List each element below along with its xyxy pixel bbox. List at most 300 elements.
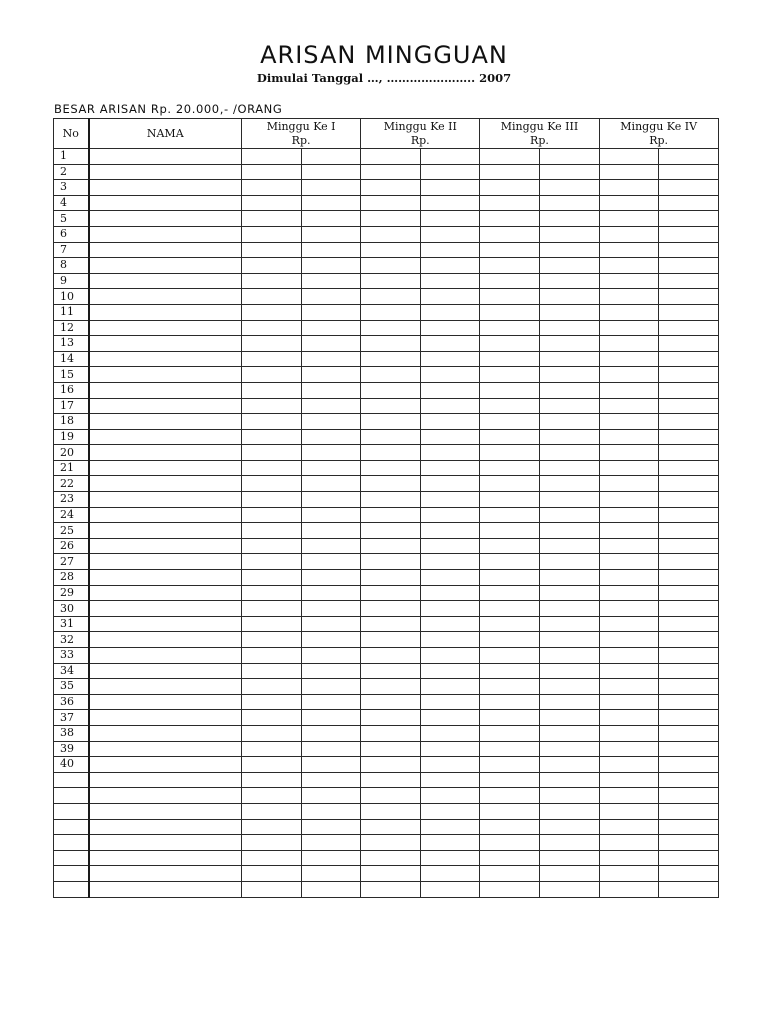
week-2-cell-2[interactable]: [420, 195, 480, 211]
week-2-cell-1[interactable]: [361, 616, 421, 632]
week-3-cell-1[interactable]: [480, 803, 540, 819]
week-3-cell-1[interactable]: [480, 320, 540, 336]
week-3-cell-1[interactable]: [480, 351, 540, 367]
week-1-cell-1[interactable]: [242, 460, 302, 476]
week-1-cell-2[interactable]: [301, 242, 361, 258]
week-4-cell-2[interactable]: [659, 195, 719, 211]
week-1-cell-1[interactable]: [242, 710, 302, 726]
week-1-cell-1[interactable]: [242, 663, 302, 679]
week-4-cell-1[interactable]: [599, 226, 659, 242]
week-3-cell-2[interactable]: [539, 772, 599, 788]
name-cell[interactable]: [89, 429, 242, 445]
week-4-cell-1[interactable]: [599, 850, 659, 866]
week-2-cell-1[interactable]: [361, 725, 421, 741]
week-3-cell-2[interactable]: [539, 601, 599, 617]
week-4-cell-2[interactable]: [659, 616, 719, 632]
week-4-cell-1[interactable]: [599, 663, 659, 679]
week-3-cell-1[interactable]: [480, 741, 540, 757]
week-1-cell-1[interactable]: [242, 772, 302, 788]
week-3-cell-2[interactable]: [539, 351, 599, 367]
week-1-cell-1[interactable]: [242, 757, 302, 773]
week-2-cell-1[interactable]: [361, 741, 421, 757]
week-1-cell-2[interactable]: [301, 616, 361, 632]
week-3-cell-2[interactable]: [539, 835, 599, 851]
week-2-cell-1[interactable]: [361, 757, 421, 773]
week-4-cell-2[interactable]: [659, 492, 719, 508]
week-3-cell-2[interactable]: [539, 382, 599, 398]
week-4-cell-2[interactable]: [659, 570, 719, 586]
week-1-cell-1[interactable]: [242, 351, 302, 367]
week-4-cell-1[interactable]: [599, 304, 659, 320]
name-cell[interactable]: [89, 757, 242, 773]
name-cell[interactable]: [89, 881, 242, 897]
week-1-cell-1[interactable]: [242, 694, 302, 710]
week-4-cell-1[interactable]: [599, 679, 659, 695]
week-2-cell-1[interactable]: [361, 850, 421, 866]
name-cell[interactable]: [89, 507, 242, 523]
week-2-cell-2[interactable]: [420, 694, 480, 710]
week-1-cell-2[interactable]: [301, 850, 361, 866]
week-3-cell-1[interactable]: [480, 336, 540, 352]
week-1-cell-2[interactable]: [301, 601, 361, 617]
week-4-cell-2[interactable]: [659, 694, 719, 710]
week-1-cell-1[interactable]: [242, 881, 302, 897]
week-3-cell-2[interactable]: [539, 757, 599, 773]
week-3-cell-1[interactable]: [480, 492, 540, 508]
name-cell[interactable]: [89, 772, 242, 788]
week-1-cell-2[interactable]: [301, 772, 361, 788]
week-4-cell-2[interactable]: [659, 258, 719, 274]
week-1-cell-2[interactable]: [301, 523, 361, 539]
week-2-cell-1[interactable]: [361, 803, 421, 819]
week-2-cell-2[interactable]: [420, 382, 480, 398]
week-3-cell-1[interactable]: [480, 710, 540, 726]
week-2-cell-2[interactable]: [420, 819, 480, 835]
week-1-cell-2[interactable]: [301, 460, 361, 476]
week-3-cell-2[interactable]: [539, 211, 599, 227]
week-3-cell-1[interactable]: [480, 570, 540, 586]
week-2-cell-2[interactable]: [420, 180, 480, 196]
week-4-cell-2[interactable]: [659, 819, 719, 835]
week-4-cell-1[interactable]: [599, 258, 659, 274]
week-4-cell-2[interactable]: [659, 304, 719, 320]
week-3-cell-2[interactable]: [539, 273, 599, 289]
week-3-cell-1[interactable]: [480, 585, 540, 601]
week-3-cell-1[interactable]: [480, 538, 540, 554]
name-cell[interactable]: [89, 585, 242, 601]
week-3-cell-1[interactable]: [480, 881, 540, 897]
week-1-cell-1[interactable]: [242, 195, 302, 211]
name-cell[interactable]: [89, 414, 242, 430]
name-cell[interactable]: [89, 211, 242, 227]
week-3-cell-1[interactable]: [480, 211, 540, 227]
week-1-cell-1[interactable]: [242, 554, 302, 570]
week-1-cell-1[interactable]: [242, 601, 302, 617]
week-3-cell-1[interactable]: [480, 258, 540, 274]
name-cell[interactable]: [89, 180, 242, 196]
week-3-cell-1[interactable]: [480, 507, 540, 523]
week-4-cell-2[interactable]: [659, 788, 719, 804]
week-1-cell-2[interactable]: [301, 835, 361, 851]
week-3-cell-1[interactable]: [480, 694, 540, 710]
week-1-cell-1[interactable]: [242, 304, 302, 320]
week-4-cell-2[interactable]: [659, 523, 719, 539]
week-4-cell-1[interactable]: [599, 788, 659, 804]
week-2-cell-1[interactable]: [361, 819, 421, 835]
week-2-cell-2[interactable]: [420, 616, 480, 632]
week-1-cell-1[interactable]: [242, 616, 302, 632]
week-2-cell-1[interactable]: [361, 507, 421, 523]
week-4-cell-1[interactable]: [599, 538, 659, 554]
week-2-cell-2[interactable]: [420, 414, 480, 430]
week-1-cell-2[interactable]: [301, 149, 361, 165]
week-3-cell-2[interactable]: [539, 242, 599, 258]
week-3-cell-2[interactable]: [539, 367, 599, 383]
week-4-cell-2[interactable]: [659, 850, 719, 866]
week-1-cell-2[interactable]: [301, 180, 361, 196]
week-4-cell-1[interactable]: [599, 445, 659, 461]
week-1-cell-1[interactable]: [242, 414, 302, 430]
week-1-cell-2[interactable]: [301, 741, 361, 757]
week-2-cell-1[interactable]: [361, 429, 421, 445]
week-4-cell-2[interactable]: [659, 242, 719, 258]
week-3-cell-2[interactable]: [539, 476, 599, 492]
name-cell[interactable]: [89, 819, 242, 835]
week-3-cell-1[interactable]: [480, 648, 540, 664]
week-1-cell-1[interactable]: [242, 211, 302, 227]
week-3-cell-2[interactable]: [539, 336, 599, 352]
week-2-cell-1[interactable]: [361, 601, 421, 617]
week-2-cell-2[interactable]: [420, 632, 480, 648]
week-2-cell-1[interactable]: [361, 523, 421, 539]
week-4-cell-2[interactable]: [659, 273, 719, 289]
week-3-cell-2[interactable]: [539, 429, 599, 445]
week-2-cell-2[interactable]: [420, 398, 480, 414]
week-3-cell-2[interactable]: [539, 289, 599, 305]
week-2-cell-2[interactable]: [420, 149, 480, 165]
week-3-cell-2[interactable]: [539, 866, 599, 882]
week-4-cell-1[interactable]: [599, 289, 659, 305]
week-3-cell-2[interactable]: [539, 507, 599, 523]
name-cell[interactable]: [89, 195, 242, 211]
week-2-cell-2[interactable]: [420, 585, 480, 601]
week-4-cell-1[interactable]: [599, 336, 659, 352]
week-4-cell-2[interactable]: [659, 226, 719, 242]
week-3-cell-2[interactable]: [539, 585, 599, 601]
name-cell[interactable]: [89, 336, 242, 352]
week-1-cell-2[interactable]: [301, 351, 361, 367]
week-3-cell-2[interactable]: [539, 663, 599, 679]
week-1-cell-1[interactable]: [242, 226, 302, 242]
week-2-cell-2[interactable]: [420, 226, 480, 242]
week-2-cell-2[interactable]: [420, 351, 480, 367]
week-3-cell-1[interactable]: [480, 429, 540, 445]
week-3-cell-1[interactable]: [480, 819, 540, 835]
name-cell[interactable]: [89, 367, 242, 383]
week-3-cell-2[interactable]: [539, 881, 599, 897]
week-4-cell-1[interactable]: [599, 803, 659, 819]
week-1-cell-1[interactable]: [242, 476, 302, 492]
week-4-cell-2[interactable]: [659, 663, 719, 679]
week-4-cell-1[interactable]: [599, 149, 659, 165]
week-2-cell-2[interactable]: [420, 725, 480, 741]
week-2-cell-1[interactable]: [361, 679, 421, 695]
week-4-cell-2[interactable]: [659, 351, 719, 367]
week-2-cell-2[interactable]: [420, 492, 480, 508]
name-cell[interactable]: [89, 226, 242, 242]
week-3-cell-2[interactable]: [539, 803, 599, 819]
week-1-cell-1[interactable]: [242, 585, 302, 601]
week-3-cell-2[interactable]: [539, 570, 599, 586]
name-cell[interactable]: [89, 788, 242, 804]
name-cell[interactable]: [89, 289, 242, 305]
week-4-cell-2[interactable]: [659, 382, 719, 398]
week-2-cell-1[interactable]: [361, 772, 421, 788]
week-1-cell-2[interactable]: [301, 304, 361, 320]
name-cell[interactable]: [89, 601, 242, 617]
week-1-cell-2[interactable]: [301, 445, 361, 461]
week-2-cell-2[interactable]: [420, 164, 480, 180]
week-4-cell-2[interactable]: [659, 757, 719, 773]
week-3-cell-1[interactable]: [480, 616, 540, 632]
week-4-cell-2[interactable]: [659, 710, 719, 726]
week-4-cell-1[interactable]: [599, 382, 659, 398]
week-3-cell-2[interactable]: [539, 320, 599, 336]
week-1-cell-2[interactable]: [301, 226, 361, 242]
name-cell[interactable]: [89, 460, 242, 476]
week-3-cell-1[interactable]: [480, 273, 540, 289]
week-3-cell-2[interactable]: [539, 616, 599, 632]
week-2-cell-2[interactable]: [420, 663, 480, 679]
name-cell[interactable]: [89, 476, 242, 492]
week-3-cell-1[interactable]: [480, 850, 540, 866]
name-cell[interactable]: [89, 523, 242, 539]
week-2-cell-2[interactable]: [420, 835, 480, 851]
name-cell[interactable]: [89, 694, 242, 710]
name-cell[interactable]: [89, 445, 242, 461]
week-4-cell-1[interactable]: [599, 866, 659, 882]
week-2-cell-1[interactable]: [361, 835, 421, 851]
week-4-cell-1[interactable]: [599, 819, 659, 835]
week-4-cell-2[interactable]: [659, 164, 719, 180]
week-2-cell-1[interactable]: [361, 492, 421, 508]
week-2-cell-1[interactable]: [361, 289, 421, 305]
week-3-cell-1[interactable]: [480, 601, 540, 617]
week-1-cell-1[interactable]: [242, 445, 302, 461]
week-4-cell-1[interactable]: [599, 398, 659, 414]
week-2-cell-1[interactable]: [361, 445, 421, 461]
week-2-cell-1[interactable]: [361, 881, 421, 897]
week-4-cell-1[interactable]: [599, 320, 659, 336]
week-4-cell-1[interactable]: [599, 523, 659, 539]
week-1-cell-1[interactable]: [242, 180, 302, 196]
week-1-cell-2[interactable]: [301, 819, 361, 835]
week-4-cell-1[interactable]: [599, 367, 659, 383]
week-2-cell-1[interactable]: [361, 164, 421, 180]
week-2-cell-2[interactable]: [420, 211, 480, 227]
week-3-cell-1[interactable]: [480, 304, 540, 320]
week-4-cell-2[interactable]: [659, 538, 719, 554]
week-4-cell-2[interactable]: [659, 367, 719, 383]
week-3-cell-2[interactable]: [539, 523, 599, 539]
week-2-cell-1[interactable]: [361, 242, 421, 258]
week-2-cell-2[interactable]: [420, 258, 480, 274]
week-1-cell-2[interactable]: [301, 788, 361, 804]
week-3-cell-1[interactable]: [480, 523, 540, 539]
week-1-cell-2[interactable]: [301, 632, 361, 648]
name-cell[interactable]: [89, 710, 242, 726]
name-cell[interactable]: [89, 663, 242, 679]
week-2-cell-2[interactable]: [420, 367, 480, 383]
week-2-cell-1[interactable]: [361, 585, 421, 601]
week-3-cell-2[interactable]: [539, 304, 599, 320]
week-2-cell-2[interactable]: [420, 803, 480, 819]
week-1-cell-1[interactable]: [242, 725, 302, 741]
week-1-cell-1[interactable]: [242, 242, 302, 258]
week-1-cell-1[interactable]: [242, 149, 302, 165]
week-2-cell-1[interactable]: [361, 398, 421, 414]
week-3-cell-2[interactable]: [539, 850, 599, 866]
week-3-cell-2[interactable]: [539, 725, 599, 741]
week-4-cell-1[interactable]: [599, 725, 659, 741]
week-4-cell-2[interactable]: [659, 601, 719, 617]
week-2-cell-2[interactable]: [420, 757, 480, 773]
week-3-cell-1[interactable]: [480, 242, 540, 258]
week-1-cell-2[interactable]: [301, 382, 361, 398]
week-4-cell-1[interactable]: [599, 211, 659, 227]
week-4-cell-1[interactable]: [599, 632, 659, 648]
week-4-cell-1[interactable]: [599, 460, 659, 476]
week-2-cell-1[interactable]: [361, 304, 421, 320]
week-4-cell-2[interactable]: [659, 414, 719, 430]
week-2-cell-1[interactable]: [361, 554, 421, 570]
week-1-cell-1[interactable]: [242, 803, 302, 819]
week-1-cell-2[interactable]: [301, 367, 361, 383]
week-3-cell-2[interactable]: [539, 226, 599, 242]
week-4-cell-2[interactable]: [659, 725, 719, 741]
week-1-cell-1[interactable]: [242, 336, 302, 352]
week-3-cell-1[interactable]: [480, 398, 540, 414]
week-2-cell-2[interactable]: [420, 788, 480, 804]
week-4-cell-1[interactable]: [599, 195, 659, 211]
week-4-cell-1[interactable]: [599, 414, 659, 430]
week-1-cell-1[interactable]: [242, 866, 302, 882]
week-1-cell-1[interactable]: [242, 273, 302, 289]
week-3-cell-2[interactable]: [539, 694, 599, 710]
week-2-cell-1[interactable]: [361, 195, 421, 211]
week-1-cell-2[interactable]: [301, 881, 361, 897]
week-3-cell-2[interactable]: [539, 679, 599, 695]
week-3-cell-1[interactable]: [480, 195, 540, 211]
week-2-cell-1[interactable]: [361, 336, 421, 352]
week-4-cell-2[interactable]: [659, 460, 719, 476]
week-1-cell-2[interactable]: [301, 663, 361, 679]
week-2-cell-1[interactable]: [361, 258, 421, 274]
week-2-cell-2[interactable]: [420, 445, 480, 461]
name-cell[interactable]: [89, 554, 242, 570]
week-2-cell-2[interactable]: [420, 523, 480, 539]
week-4-cell-1[interactable]: [599, 554, 659, 570]
week-2-cell-1[interactable]: [361, 320, 421, 336]
week-2-cell-1[interactable]: [361, 538, 421, 554]
week-4-cell-1[interactable]: [599, 772, 659, 788]
week-2-cell-1[interactable]: [361, 351, 421, 367]
week-1-cell-2[interactable]: [301, 476, 361, 492]
week-2-cell-2[interactable]: [420, 242, 480, 258]
name-cell[interactable]: [89, 538, 242, 554]
week-2-cell-2[interactable]: [420, 273, 480, 289]
week-4-cell-2[interactable]: [659, 881, 719, 897]
week-2-cell-1[interactable]: [361, 788, 421, 804]
week-3-cell-1[interactable]: [480, 367, 540, 383]
week-1-cell-1[interactable]: [242, 507, 302, 523]
name-cell[interactable]: [89, 835, 242, 851]
week-1-cell-1[interactable]: [242, 320, 302, 336]
week-3-cell-2[interactable]: [539, 164, 599, 180]
name-cell[interactable]: [89, 616, 242, 632]
week-4-cell-1[interactable]: [599, 585, 659, 601]
week-1-cell-2[interactable]: [301, 429, 361, 445]
week-3-cell-1[interactable]: [480, 757, 540, 773]
week-4-cell-1[interactable]: [599, 429, 659, 445]
week-4-cell-2[interactable]: [659, 320, 719, 336]
week-1-cell-1[interactable]: [242, 398, 302, 414]
week-1-cell-1[interactable]: [242, 679, 302, 695]
name-cell[interactable]: [89, 304, 242, 320]
week-2-cell-1[interactable]: [361, 273, 421, 289]
name-cell[interactable]: [89, 850, 242, 866]
week-4-cell-1[interactable]: [599, 507, 659, 523]
week-3-cell-1[interactable]: [480, 164, 540, 180]
week-4-cell-2[interactable]: [659, 648, 719, 664]
week-2-cell-2[interactable]: [420, 460, 480, 476]
week-1-cell-2[interactable]: [301, 554, 361, 570]
week-3-cell-1[interactable]: [480, 149, 540, 165]
week-4-cell-1[interactable]: [599, 351, 659, 367]
week-3-cell-2[interactable]: [539, 398, 599, 414]
week-1-cell-1[interactable]: [242, 164, 302, 180]
week-3-cell-2[interactable]: [539, 414, 599, 430]
week-2-cell-2[interactable]: [420, 429, 480, 445]
week-2-cell-1[interactable]: [361, 414, 421, 430]
week-3-cell-2[interactable]: [539, 632, 599, 648]
name-cell[interactable]: [89, 242, 242, 258]
week-1-cell-1[interactable]: [242, 648, 302, 664]
week-1-cell-1[interactable]: [242, 570, 302, 586]
week-1-cell-2[interactable]: [301, 195, 361, 211]
week-4-cell-2[interactable]: [659, 476, 719, 492]
week-1-cell-1[interactable]: [242, 741, 302, 757]
week-1-cell-1[interactable]: [242, 632, 302, 648]
name-cell[interactable]: [89, 803, 242, 819]
week-4-cell-2[interactable]: [659, 772, 719, 788]
week-4-cell-2[interactable]: [659, 835, 719, 851]
week-4-cell-2[interactable]: [659, 741, 719, 757]
week-1-cell-2[interactable]: [301, 866, 361, 882]
week-1-cell-2[interactable]: [301, 320, 361, 336]
week-4-cell-2[interactable]: [659, 336, 719, 352]
week-3-cell-2[interactable]: [539, 195, 599, 211]
name-cell[interactable]: [89, 741, 242, 757]
week-2-cell-1[interactable]: [361, 211, 421, 227]
week-1-cell-2[interactable]: [301, 757, 361, 773]
week-3-cell-1[interactable]: [480, 632, 540, 648]
name-cell[interactable]: [89, 492, 242, 508]
week-1-cell-1[interactable]: [242, 850, 302, 866]
week-2-cell-1[interactable]: [361, 226, 421, 242]
week-3-cell-2[interactable]: [539, 741, 599, 757]
week-2-cell-1[interactable]: [361, 710, 421, 726]
